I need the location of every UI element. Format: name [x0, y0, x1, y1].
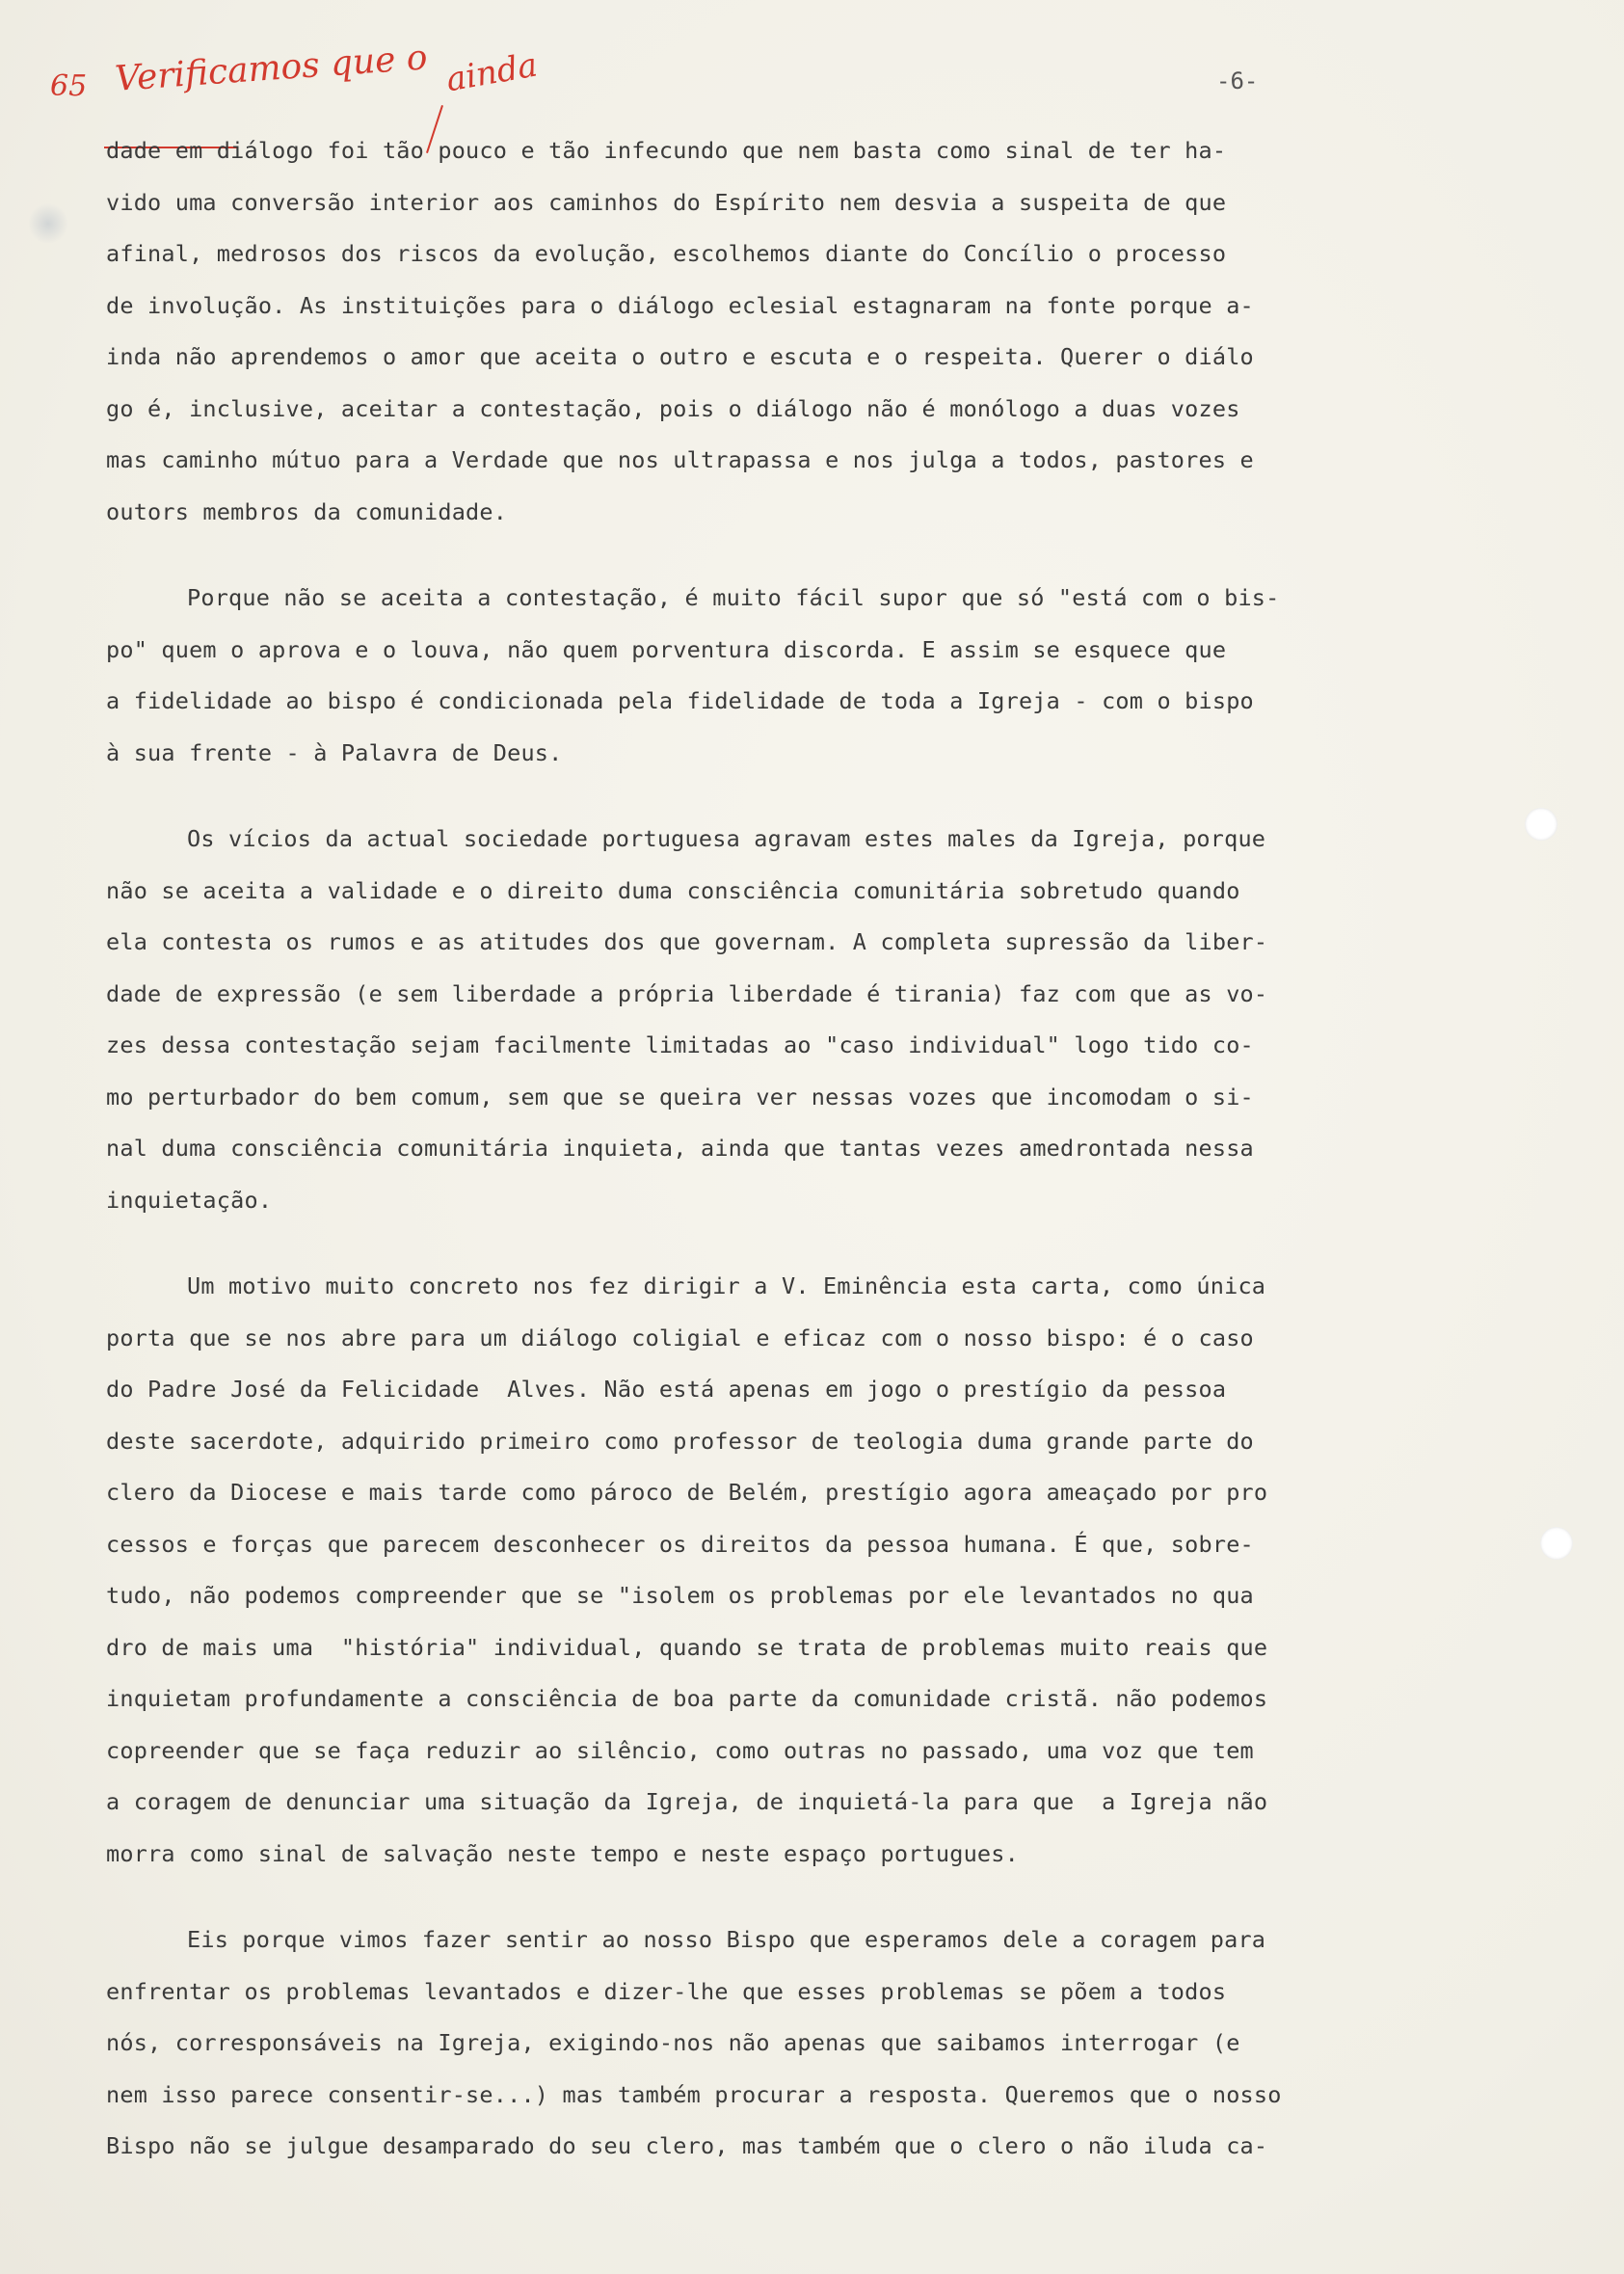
paragraph-1 — [106, 125, 1378, 538]
text-line: de involução. As instituições para o diálogo eclesial estagnaram na fonte porque a- — [106, 291, 1254, 319]
text-line: Eis porque vimos fazer sentir ao nosso Bispo que esperamos dele a coragem para — [187, 1926, 1266, 1953]
text-line: Os vícios da actual sociedade portuguesa agravam estes males da Igreja, porque — [187, 825, 1266, 852]
paragraph-2 — [106, 573, 1378, 779]
paragraph-4 — [106, 1261, 1378, 1880]
text-line: nal duma consciência comunitária inquieta, ainda que tantas vezes amedrontada nessa — [106, 1135, 1254, 1162]
text-line: deste sacerdote, adquirido primeiro como professor de teologia duma grande parte do — [106, 1427, 1254, 1455]
text-line: go é, inclusive, aceitar a contestação, pois o diálogo não é monólogo a duas vozes — [106, 394, 1240, 422]
text-line: à sua frente - à Palavra de Deus. — [106, 738, 563, 766]
text-line: enfrentar os problemas levantados e dizer-lhe que esses problemas se põem a todos — [106, 1977, 1227, 2005]
text-line: afinal, medrosos dos riscos da evolução, escolhemos diante do Concílio o processo — [106, 240, 1227, 267]
letter-body — [106, 125, 1378, 2173]
ink-smudge — [29, 202, 67, 245]
text-line: dade em diálogo foi tão pouco e tão infecundo que nem basta como sinal de ter ha- — [106, 137, 1227, 164]
text-line: ela contesta os rumos e as atitudes dos que governam. A completa supressão da liber- — [106, 928, 1268, 955]
text-line: Um motivo muito concreto nos fez dirigir a V. Eminência esta carta, como única — [187, 1272, 1266, 1299]
text-line: inquietação. — [106, 1186, 273, 1214]
text-line: outors membros da comunidade. — [106, 497, 508, 525]
text-line: porta que se nos abre para um diálogo coligial e eficaz com o nosso bispo: é o caso — [106, 1324, 1254, 1351]
text-line: clero da Diocese e mais tarde como pároco de Belém, prestígio agora ameaçado por pro — [106, 1479, 1268, 1506]
punch-hole-top — [1525, 808, 1557, 841]
text-line: Porque não se aceita a contestação, é muito fácil supor que só "está com o bis- — [187, 584, 1280, 611]
text-line: a fidelidade ao bispo é condicionada pela fidelidade de toda a Igreja - com o bispo — [106, 687, 1254, 714]
punch-hole-bottom — [1540, 1527, 1573, 1560]
text-line: nós, corresponsáveis na Igreja, exigindo-nos não apenas que saibamos interrogar (e — [106, 2029, 1240, 2056]
text-line: mo perturbador do bem comum, sem que se queira ver nessas vozes que incomodam o si- — [106, 1083, 1254, 1110]
text-line: morra como sinal de salvação neste tempo e neste espaço portugues. — [106, 1839, 1019, 1867]
paragraph-5 — [106, 1914, 1378, 2173]
text-line: Bispo não se julgue desamparado do seu clero, mas também que o clero o não iluda ca- — [106, 2132, 1268, 2159]
handwritten-insertion: Verificamos que o — [114, 38, 429, 99]
text-line: do Padre José da Felicidade Alves. Não está apenas em jogo o prestígio da pessoa — [106, 1376, 1227, 1403]
text-line: a coragem de denunciar uma situação da Igreja, de inquietá-la para que a Igreja não — [106, 1788, 1268, 1815]
page-number: -6- — [1216, 67, 1259, 94]
text-line: mas caminho mútuo para a Verdade que nos ultrapassa e nos julga a todos, pastores e — [106, 446, 1254, 473]
text-line: zes dessa contestação sejam facilmente limitadas ao "caso individual" logo tido co- — [106, 1031, 1254, 1058]
text-line: dade de expressão (e sem liberdade a própria liberdade é tirania) faz com que as vo- — [106, 979, 1268, 1007]
paragraph-3 — [106, 814, 1378, 1226]
text-line: inquietam profundamente a consciência de boa parte da comunidade cristã. não podemos — [106, 1685, 1268, 1712]
text-line: tudo, não podemos compreender que se "isolem os problemas por ele levantados no qua — [106, 1582, 1254, 1609]
text-line: po" quem o aprova e o louva, não quem porventura discorda. E assim se esquece que — [106, 635, 1227, 663]
handwritten-insertion-ainda: ainda — [443, 45, 541, 100]
text-line: inda não aprendemos o amor que aceita o outro e escuta e o respeita. Querer o diálo — [106, 343, 1254, 370]
text-line: copreender que se faça reduzir ao silêncio, como outras no passado, uma voz que tem — [106, 1736, 1254, 1764]
margin-annotation-number: 65 — [50, 69, 88, 103]
text-line: dro de mais uma "história" individual, quando se trata de problemas muito reais que — [106, 1633, 1268, 1661]
text-line: cessos e forças que parecem desconhecer os direitos da pessoa humana. É que, sobre- — [106, 1530, 1254, 1558]
text-line: vido uma conversão interior aos caminhos do Espírito nem desvia a suspeita de que — [106, 188, 1227, 216]
text-line: nem isso parece consentir-se...) mas também procurar a resposta. Queremos que o nosso — [106, 2080, 1282, 2108]
text-line: não se aceita a validade e o direito duma consciência comunitária sobretudo quando — [106, 876, 1240, 904]
